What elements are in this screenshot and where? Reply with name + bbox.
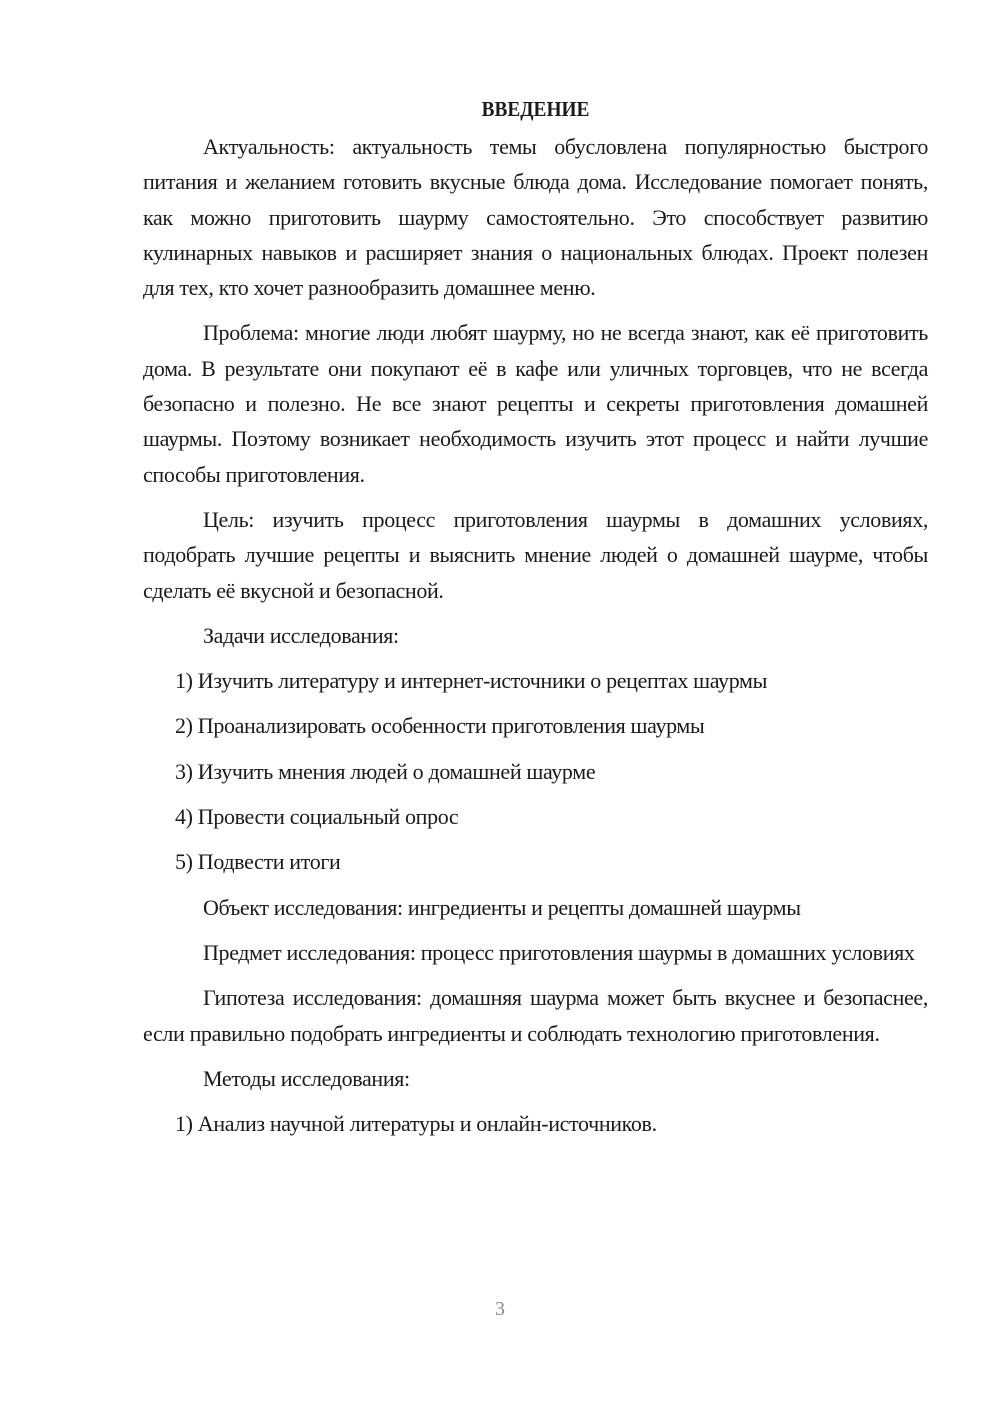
tasks-list (143, 663, 928, 879)
task-item: 5) Подвести итоги (175, 849, 341, 875)
relevance-paragraph: Актуальность: актуальность темы обусловлена популярностью быстрого питания и желанием готовить вкусные блюда дома. Исследование помогает понять, как можно приготовить шаурму самостоятельно. Это способствует развитию кулинарных навыков и расширяет знания о национальных блюдах. Проект полезен для тех, кто хочет разнообразить домашнее меню. (143, 134, 928, 301)
method-item: 1) Анализ научной литературы и онлайн-источников. (175, 1111, 657, 1137)
task-item: 3) Изучить мнения людей о домашней шаурме (175, 758, 596, 784)
methods-heading: Методы исследования: (203, 1065, 410, 1091)
task-item: 4) Провести социальный опрос (175, 804, 459, 830)
hypothesis-paragraph: Гипотеза исследования: домашняя шаурма может быть вкуснее и безопаснее, если правильно подобрать ингредиенты и соблюдать технологию приготовления. (143, 985, 928, 1046)
tasks-heading: Задачи исследования: (203, 622, 399, 648)
task-item: 1) Изучить литературу и интернет-источники о рецептах шаурмы (175, 668, 768, 694)
subject-paragraph: Предмет исследования: процесс приготовления шаурмы в домашних условиях (203, 939, 915, 965)
methods-list (143, 1106, 928, 1141)
goal-paragraph: Цель: изучить процесс приготовления шаурмы в домашних условиях, подобрать лучшие рецепты и выяснить мнение людей о домашней шаурме, чтобы сделать её вкусной и безопасной. (143, 506, 928, 603)
page-number: 3 (495, 1298, 505, 1320)
task-item: 2) Проанализировать особенности приготовления шаурмы (175, 713, 705, 739)
document-page (143, 92, 928, 1151)
object-paragraph: Объект исследования: ингредиенты и рецепты домашней шаурмы (203, 894, 801, 920)
problem-paragraph: Проблема: многие люди любят шаурму, но не всегда знают, как её приготовить дома. В результате они покупают её в кафе или уличных торговцев, что не всегда безопасно и полезно. Не все знают рецепты и секреты приготовления домашней шаурмы. Поэтому возникает необходимость изучить этот процесс и найти лучшие способы приготовления. (143, 320, 928, 487)
section-title: ВВЕДЕНИЕ (481, 97, 590, 121)
